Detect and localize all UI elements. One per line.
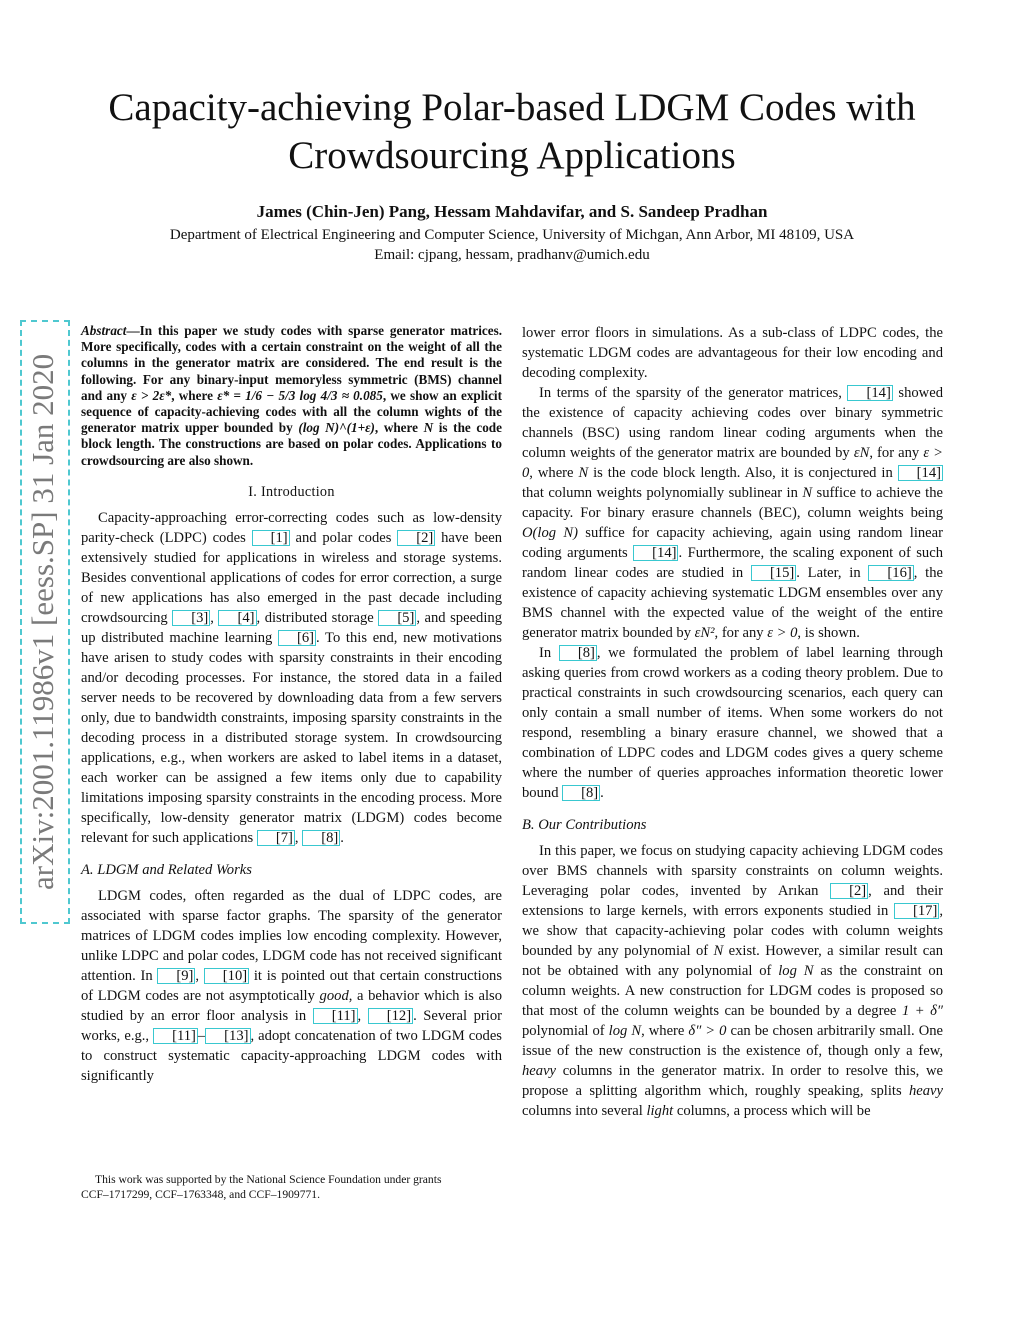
abstract-math: (log N)^(1+ε) xyxy=(298,420,375,436)
body-text: suffice for capacity achieving, again using random linear coding arguments xyxy=(522,525,943,561)
emphasis-text: good xyxy=(319,987,349,1004)
inline-math: O(log N) xyxy=(522,525,578,541)
abstract-math: ε > 2ε* xyxy=(131,387,172,403)
citation-link[interactable]: [12] xyxy=(368,1008,413,1024)
intro-paragraph xyxy=(81,508,502,848)
abstract-text: , where xyxy=(171,387,218,403)
body-text: , where xyxy=(529,465,579,481)
inline-math: log N xyxy=(778,963,814,979)
affiliation-block xyxy=(60,225,964,265)
crowdsourcing-paragraph xyxy=(522,643,943,803)
body-text: Capacity-approaching error-correcting codes such as low-density parity-check (LDPC) codes xyxy=(81,509,502,546)
citation-link[interactable]: [16] xyxy=(868,565,913,581)
citation-link[interactable]: [7] xyxy=(257,830,295,846)
footnote xyxy=(81,1172,502,1202)
emphasis-text: heavy xyxy=(522,1063,557,1079)
body-text: , xyxy=(357,1007,368,1024)
body-text: , for any xyxy=(869,445,924,461)
body-text: suffice to achieve the capacity. For binary erasure channels (BEC), column weights being xyxy=(522,485,943,521)
body-text: , and their extensions to large kernels, with errors exponents studied in xyxy=(522,883,943,919)
abstract-text: is the code block length. The constructions are based on polar codes. Applications to crowdsourcing are also shown. xyxy=(81,420,502,468)
body-text: , the existence of capacity achieving systematic LDGM ensembles over any BMS channel with the expected value of the weight of the entire generator matrix bounded by xyxy=(522,565,943,641)
subsection-heading-contributions: B. Our Contributions xyxy=(522,817,647,833)
citation-link[interactable]: [4] xyxy=(218,610,256,626)
right-column xyxy=(522,323,943,1121)
subsection-heading-ldgm: A. LDGM and Related Works xyxy=(81,861,252,878)
body-text: . To this end, new motivations have arisen to study codes with sparsity constraints in their encoding and/or decoding processes. For instance, the stored data in a failed server needs to be recovered by downloading data from a few servers only, due to bandwidth constraints, imposing sparsity constraints in the decoding process in a distributed storage system. In crowdsourcing applications, e.g., when workers are asked to label items in a dataset, each worker can be assigned a few items only due to capability limitations imposing sparsity constraints in the encoding process. More specifically, low-density generator matrix (LDGM) codes become relevant for such applications xyxy=(81,629,502,846)
body-text: columns into several xyxy=(522,1103,647,1119)
body-text: In xyxy=(539,645,559,661)
abstract-text: , we show an explicit sequence of capacity-achieving codes with all the column wights of the generator matrix upper bounded by xyxy=(81,387,502,436)
arxiv-side-stamp: arXiv:2001.11986v1 [eess.SP] 31 Jan 2020 xyxy=(20,320,70,924)
citation-link[interactable]: [8] xyxy=(559,645,597,661)
abstract xyxy=(81,323,502,469)
body-text: . Furthermore, the scaling exponent of such random linear codes are studied in xyxy=(522,545,944,581)
body-text: columns, a process which will be xyxy=(673,1103,871,1119)
body-text: , a behavior which is also studied by an error floor analysis in xyxy=(81,987,502,1024)
author-list: James (Chin-Jen) Pang, Hessam Mahdavifar, and S. Sandeep Pradhan xyxy=(256,202,768,221)
body-text: have been extensively studied for applications in wireless and storage systems. Besides conventional applications of codes for error correction, a surge of new applications has also emerged in the past decade including crowdsourcing xyxy=(81,529,502,626)
body-text: – xyxy=(197,1027,206,1044)
citation-link[interactable]: [13] xyxy=(205,1028,250,1044)
body-text: , distributed storage xyxy=(256,609,379,626)
contributions-paragraph xyxy=(522,841,943,1121)
body-text: polynomial of xyxy=(522,1023,609,1039)
inline-math: N xyxy=(713,943,724,959)
title-line-2: Crowdsourcing Applications xyxy=(288,134,736,177)
body-text: , where xyxy=(641,1023,689,1039)
paper-title xyxy=(60,84,964,180)
inline-math: ε > 0 xyxy=(767,625,798,641)
continued-paragraph: lower error floors in simulations. As a sub-class of LDPC codes, the systematic LDGM codes are advantageous for their low encoding and decoding complexity. xyxy=(522,325,943,381)
abstract-text: , where xyxy=(374,420,424,436)
body-text: , and speeding up distributed machine learning xyxy=(81,609,502,646)
body-text: , xyxy=(195,967,204,984)
inline-math: εN² xyxy=(694,625,715,641)
inline-math: δ″ > 0 xyxy=(688,1023,727,1039)
body-text: that column weights polynomially sublinear in xyxy=(522,485,803,501)
body-text: LDGM codes, often regarded as the dual of LDPC codes, are associated with sparse factor graphs. The sparsity of the generator matrices of LDGM codes implies low encoding complexity. However, unlike LDPC and polar codes, LDGM code has not received significant attention. In xyxy=(81,887,502,984)
left-column xyxy=(81,323,502,1086)
body-text: columns in the generator matrix. In order to resolve this, we propose a splitting algorithm which, roughly speaking, splits xyxy=(522,1063,943,1099)
body-text: , for any xyxy=(714,625,768,641)
body-text: . Later, in xyxy=(796,565,869,581)
body-text: it is pointed out that certain constructions of LDGM codes are not asymptotically xyxy=(81,967,502,1004)
citation-link[interactable]: [2] xyxy=(830,883,868,899)
body-text: can be chosen arbitrarily small. One issue of the new construction is the existence of, though only a few, xyxy=(522,1023,944,1059)
body-text: is the code block length. Also, it is conjectured in xyxy=(588,465,898,481)
inline-math: εN xyxy=(853,445,870,461)
body-text: and polar codes xyxy=(289,529,398,546)
citation-link[interactable]: [1] xyxy=(252,530,290,546)
footnote-line: This work was supported by the National Science Foundation under grants xyxy=(95,1173,442,1186)
citation-link[interactable]: [14] xyxy=(898,465,943,481)
body-text: as the constraint on column weights. A new construction for LDGM codes is proposed so that most of the column weights can be bounded by a degree xyxy=(522,963,943,1019)
affiliation: Department of Electrical Engineering and Computer Science, University of Michgan, Ann Arbor, MI 48109, USA xyxy=(169,227,855,243)
body-text: In this paper, we focus on studying capacity achieving LDGM codes over BMS channels with sparsity constraints on column weights. Leveraging polar codes, invented by Arıkan xyxy=(522,843,943,899)
emphasis-text: light xyxy=(646,1103,674,1119)
abstract-text: —In this paper we study codes with sparse generator matrices. More specifically, codes with a certain constraint on the weight of all the columns in the generator matrix are considered. The end result is the following. For any binary-input memoryless symmetric (BMS) channel and any xyxy=(81,323,502,403)
section-heading-introduction: I. Introduction xyxy=(248,483,335,500)
email: Email: cjpang, hessam, pradhanv@umich.edu xyxy=(374,247,650,263)
citation-link[interactable]: [14] xyxy=(847,385,892,401)
body-text: . Several prior works, e.g., xyxy=(81,1007,503,1044)
title-line-1: Capacity-achieving Polar-based LDGM Codes with xyxy=(108,86,916,129)
citation-link[interactable]: [8] xyxy=(562,785,600,801)
body-text: , we formulated the problem of label learning through asking queries from crowd workers as a coding theory problem. Due to practical constraints in such crowdsourcing scenarios, each query can only contain a small number of items. When some workers do not respond, resembling a binary erasure channel, we showed that a combination of LDPC codes and LDGM codes gives a query scheme where the number of queries approaches information theoretic lower bound xyxy=(522,645,944,801)
inline-math: log N xyxy=(608,1023,642,1039)
body-text: , we show that capacity-achieving polar codes with column weights bounded by any polynomial of xyxy=(522,903,943,959)
inline-math: ε > 0 xyxy=(522,445,943,481)
body-text: . xyxy=(600,785,604,801)
citation-link[interactable]: [2] xyxy=(397,530,435,546)
citation-link[interactable]: [6] xyxy=(278,630,316,646)
citation-link[interactable]: [17] xyxy=(894,903,939,919)
citation-link[interactable]: [8] xyxy=(302,830,340,846)
citation-link[interactable]: [10] xyxy=(204,968,249,984)
footnote-line: CCF–1717299, CCF–1763348, and CCF–1909771. xyxy=(81,1188,320,1201)
abstract-label: Abstract xyxy=(81,323,127,338)
body-text: , is shown. xyxy=(797,625,860,641)
citation-link[interactable]: [9] xyxy=(157,968,195,984)
body-text: In terms of the sparsity of the generator matrices, xyxy=(539,385,848,401)
citation-link[interactable]: [3] xyxy=(172,610,210,626)
ldgm-paragraph xyxy=(81,886,502,1086)
body-text: . xyxy=(340,829,344,846)
body-text: , adopt concatenation of two LDGM codes to construct systematic capacity-approaching LDGM codes with significantly xyxy=(81,1027,502,1084)
body-text: showed the existence of capacity achieving codes over binary symmetric channels (BSC) using random linear coding arguments when the column weights of the generator matrix are bounded by xyxy=(522,385,943,461)
body-text: exist. However, a similar result can not be obtained with any polynomial of xyxy=(522,943,943,979)
citation-link[interactable]: [5] xyxy=(378,610,416,626)
citation-link[interactable]: [14] xyxy=(633,545,678,561)
abstract-math: N xyxy=(423,420,434,436)
inline-math: 1 + δ″ xyxy=(901,1003,943,1019)
body-text: , xyxy=(294,829,303,846)
emphasis-text: heavy xyxy=(908,1083,943,1099)
inline-math: N xyxy=(578,465,589,481)
abstract-math: ε* = 1/6 − 5/3 log 4/3 ≈ 0.085 xyxy=(217,387,383,403)
body-text: , xyxy=(210,609,219,626)
sparsity-paragraph xyxy=(522,383,943,643)
citation-link[interactable]: [11] xyxy=(313,1008,358,1024)
inline-math: N xyxy=(802,485,813,501)
citation-link[interactable]: [11] xyxy=(153,1028,198,1044)
citation-link[interactable]: [15] xyxy=(751,565,796,581)
